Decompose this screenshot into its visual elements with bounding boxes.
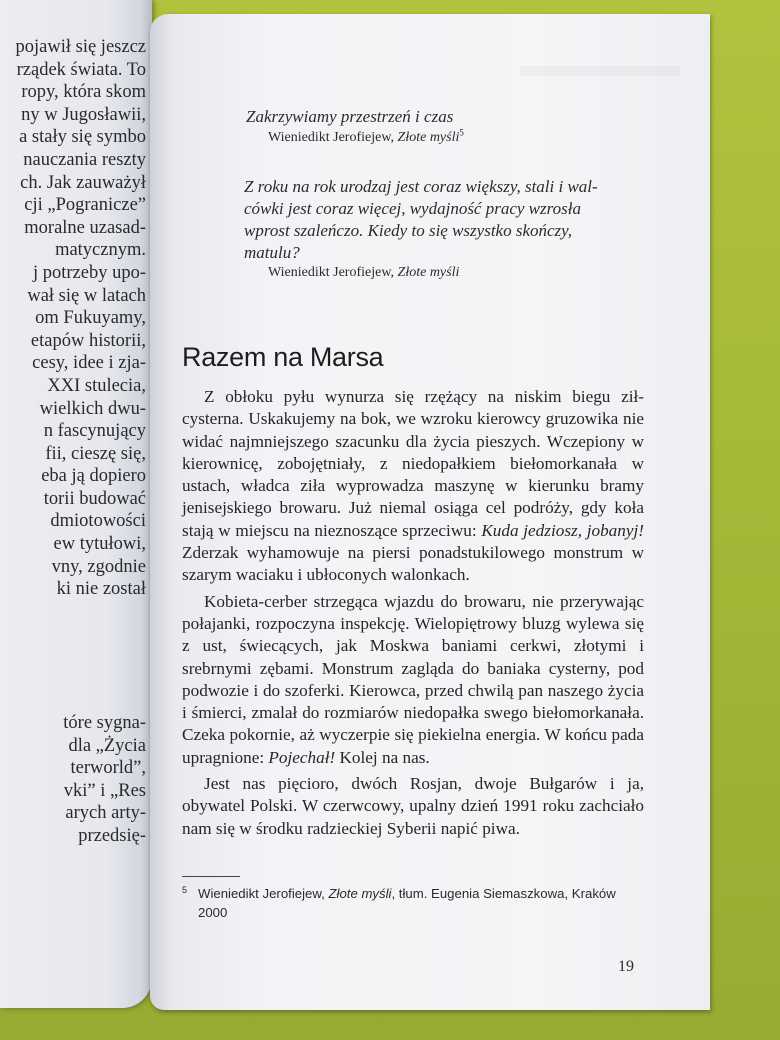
left-page-line: dmiotowości — [50, 511, 146, 532]
epigraph-1-author: Wieniedikt Jerofiejew, — [268, 130, 398, 145]
left-page-line: etapów historii, — [30, 330, 146, 351]
left-page-line: wielkich dwu- — [39, 398, 146, 419]
left-page-line: dla „Życia — [68, 735, 146, 756]
running-header-ghost — [520, 66, 680, 76]
left-page-line: wał się w latach — [27, 285, 146, 306]
epigraph-2-work: Złote myśli — [397, 265, 460, 280]
left-page-line: ki nie został — [56, 579, 146, 600]
epigraph-2-author: Wieniedikt Jerofiejew, — [268, 265, 398, 280]
left-page-line: torii budować — [43, 488, 146, 509]
epigraph-2-quote — [244, 176, 640, 264]
epigraph-2-line: cówki jest coraz więcej, wydajność pracy wzrosła — [244, 199, 581, 218]
left-page-line: j potrzeby upo- — [32, 262, 146, 283]
footnote-reference: 5 — [459, 127, 464, 138]
left-page-line: ch. Jak zauważył — [20, 172, 146, 193]
epigraph-2-line: Z roku na rok urodzaj jest coraz większy, stali i wal- — [244, 177, 598, 196]
paragraph-1-text-end: Zderzak wyhamowuje na piersi ponadstukilowego monstrum w szarym waciaku i ubłoconych walonkach. — [182, 543, 644, 585]
left-page — [0, 0, 152, 1008]
paragraph-2-text: Kobieta-cerber strzegąca wjazdu do browaru, nie przerywając połajanki, rozpoczyna inspekcję. Wielopiętrowy bluzg wylewa się z ust, świecących, jak Moskwa baniami cerkwi, złotymi i srebrnymi zębami. Monstrum zagląda do baniaka cysterny, pod podwozie i do szoferki. Kierowca, przed chwilą pan naszego życia i śmierci, zmalał do rozmiarów niedopałka swego biełomorkanała. Czeka pokornie, aż wyczerpie się piekielna energia. W końcu pada upragnione: — [182, 591, 644, 767]
paragraph-1-text: Z obłoku pyłu wynurza się rzężący na niskim biegu ził-cysterna. Uskakujemy na bok, we wzroku kierowcy gruzowika nie widać najmniejszego szacunku dla życia pieszych. Wczepiony w kierownicę, zobojętniały, z niedopałkiem biełomorkanała w ustach, władca ziła wyprowadza maszynę w kierunku bramy jenisejskiego browaru. Już niemal osiąga cel podróży, gdy koła stają w miejscu na nieznoszące sprzeciwu: — [182, 387, 644, 540]
epigraph-2-line: wprost szaleńczo. Kiedy to się wszystko skończy, — [244, 221, 573, 240]
left-page-line: pojawił się jeszcz — [15, 37, 146, 57]
epigraph-1-quote: Zakrzywiamy przestrzeń i czas — [246, 107, 454, 126]
epigraph-1-attribution — [268, 129, 464, 147]
left-page-line: moralne uzasad- — [24, 217, 146, 238]
left-page-line: matycznym. — [55, 240, 146, 261]
left-page-line: arych arty- — [65, 803, 146, 824]
body-text — [182, 386, 644, 844]
paragraph-2 — [182, 591, 644, 769]
left-page-line: om Fukuyamy, — [35, 308, 146, 329]
left-page-line: ny w Jugosławii, — [21, 104, 146, 125]
left-page-line: a stały się symbo — [19, 127, 146, 148]
right-page — [150, 14, 710, 1010]
left-page-line: rządek świata. To — [16, 59, 146, 80]
footnote-work: Złote myśli — [328, 886, 392, 901]
left-page-text-top — [0, 36, 146, 601]
left-page-line: ropy, która skom — [21, 82, 146, 103]
section-heading: Razem na Marsa — [182, 342, 384, 372]
left-page-line: cesy, idee i zja- — [32, 353, 146, 374]
paragraph-1-italic: Kuda jedzіosz, jobanyj! — [481, 520, 644, 540]
left-page-line: eba ją dopiero — [41, 466, 146, 487]
left-page-line: vki” i „Res — [63, 780, 146, 801]
footnote-rule — [182, 876, 240, 877]
footnote-number: 5 — [182, 885, 188, 895]
footnote-author: Wieniedikt Jerofiejew, — [198, 886, 329, 901]
epigraph-2-attribution — [268, 264, 459, 282]
left-page-line: n fascynujący — [43, 421, 146, 442]
left-page-text-bottom — [0, 712, 146, 848]
left-page-line: vny, zgodnie — [51, 556, 146, 577]
paragraph-1 — [182, 386, 644, 587]
epigraph-1-work: Złote myśli — [397, 130, 460, 145]
footnote-details: , tłum. Eugenia Siemaszkowa, Kraków 2000 — [198, 886, 616, 920]
left-page-line: terworld”, — [70, 758, 146, 779]
paragraph-3: Jest nas pięcioro, dwóch Rosjan, dwoje Bułgarów i ja, obywatel Polski. W czerwcowy, upalny dzień 1991 roku zachciało nam się w środku radzieckiej Syberii napić piwa. — [182, 774, 644, 838]
paragraph-2-italic: Pojechał! — [268, 747, 336, 767]
footnote — [182, 884, 642, 922]
left-page-line: przedsię- — [78, 825, 146, 846]
left-page-line: ew tytułowi, — [53, 534, 146, 555]
left-page-line: fii, cieszę się, — [45, 443, 146, 464]
left-page-line: tóre sygna- — [63, 713, 146, 733]
left-page-line: XXI stulecia, — [47, 375, 146, 396]
left-page-line: cji „Pogranicze” — [24, 195, 146, 216]
left-page-line: nauczania reszty — [23, 149, 146, 170]
paragraph-2-text-end: Kolej na nas. — [335, 747, 430, 767]
epigraph-2-line: matulu? — [244, 243, 300, 262]
page-number: 19 — [618, 958, 634, 975]
footnote-text — [182, 884, 642, 922]
